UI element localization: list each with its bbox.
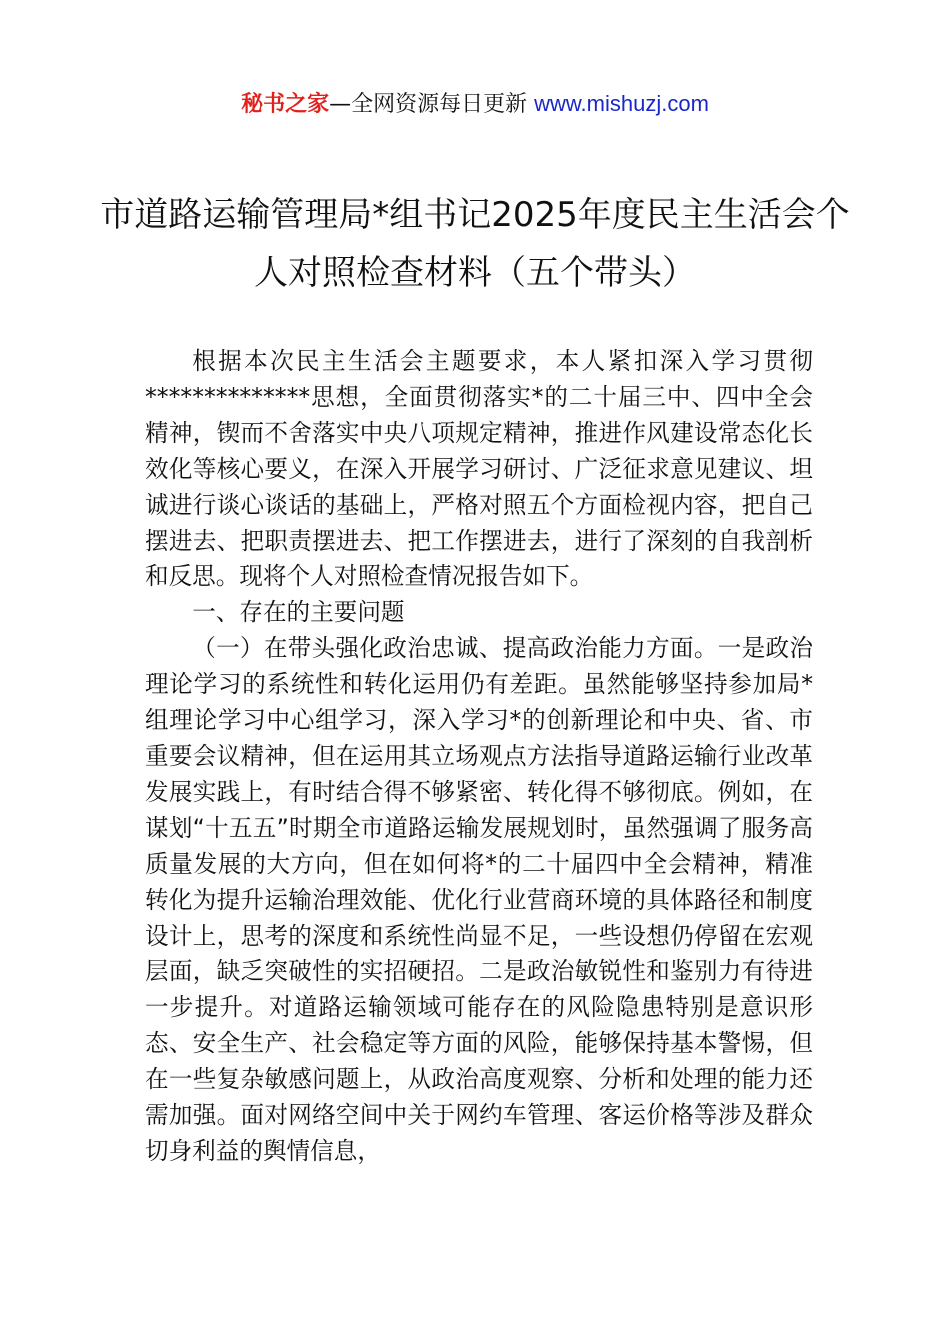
body-paragraph: （一）在带头强化政治忠诚、提高政治能力方面。一是政治理论学习的系统性和转化运用仍有差距。虽然能够坚持参加局*组理论学习中心组学习，深入学习*的创新理论和中央、省、市重要会议精神，但在运用其立场观点方法指导道路运输行业改革发展实践上，有时结合得不够紧密、转化得不够彻底。例如，在谋划“十五五”时期全市道路运输发展规划时，虽然强调了服务高质量发展的大方向，但在如何将*的二十届四中全会精神，精准转化为提升运输治理效能、优化行业营商环境的具体路径和制度设计上，思考的深度和系统性尚显不足，一些设想仍停留在宏观层面，缺乏突破性的实招硬招。二是政治敏锐性和鉴别力有待进一步提升。对道路运输领域可能存在的风险隐患特别是意识形态、安全生产、社会稳定等方面的风险，能够保持基本警惕，但在一些复杂敏感问题上，从政治高度观察、分析和处理的能力还需加强。面对网络空间中关于网约车管理、客运价格等涉及群众切身利益的舆情信息， bbox=[145, 634, 813, 1165]
document-title: 市道路运输管理局*组书记2025年度民主生活会个人对照检查材料（五个带头） bbox=[100, 195, 850, 293]
site-brand: 秘书之家 bbox=[241, 92, 330, 117]
section-heading: 一、存在的主要问题 bbox=[192, 598, 405, 627]
intro-paragraph: 根据本次民主生活会主题要求，本人紧扣深入学习贯彻**************思想，全面贯彻落实*的二十届三中、四中全会精神，锲而不舍落实中央八项规定精神，推进作风建设常态化长效化等核心要义，在深入开展学习研讨、广泛征求意见建议、坦诚进行谈心谈话的基础上，严格对照五个方面检视内容，把自己摆进去、把职责摆进去、把工作摆进去，进行了深刻的自我剖析和反思。现将个人对照检查情况报告如下。 bbox=[145, 347, 813, 591]
site-tagline: —全网资源每日更新 bbox=[329, 92, 535, 117]
site-url-link[interactable]: www.mishuzj.com bbox=[534, 91, 709, 116]
site-header bbox=[0, 88, 950, 121]
document-body bbox=[145, 344, 813, 1170]
